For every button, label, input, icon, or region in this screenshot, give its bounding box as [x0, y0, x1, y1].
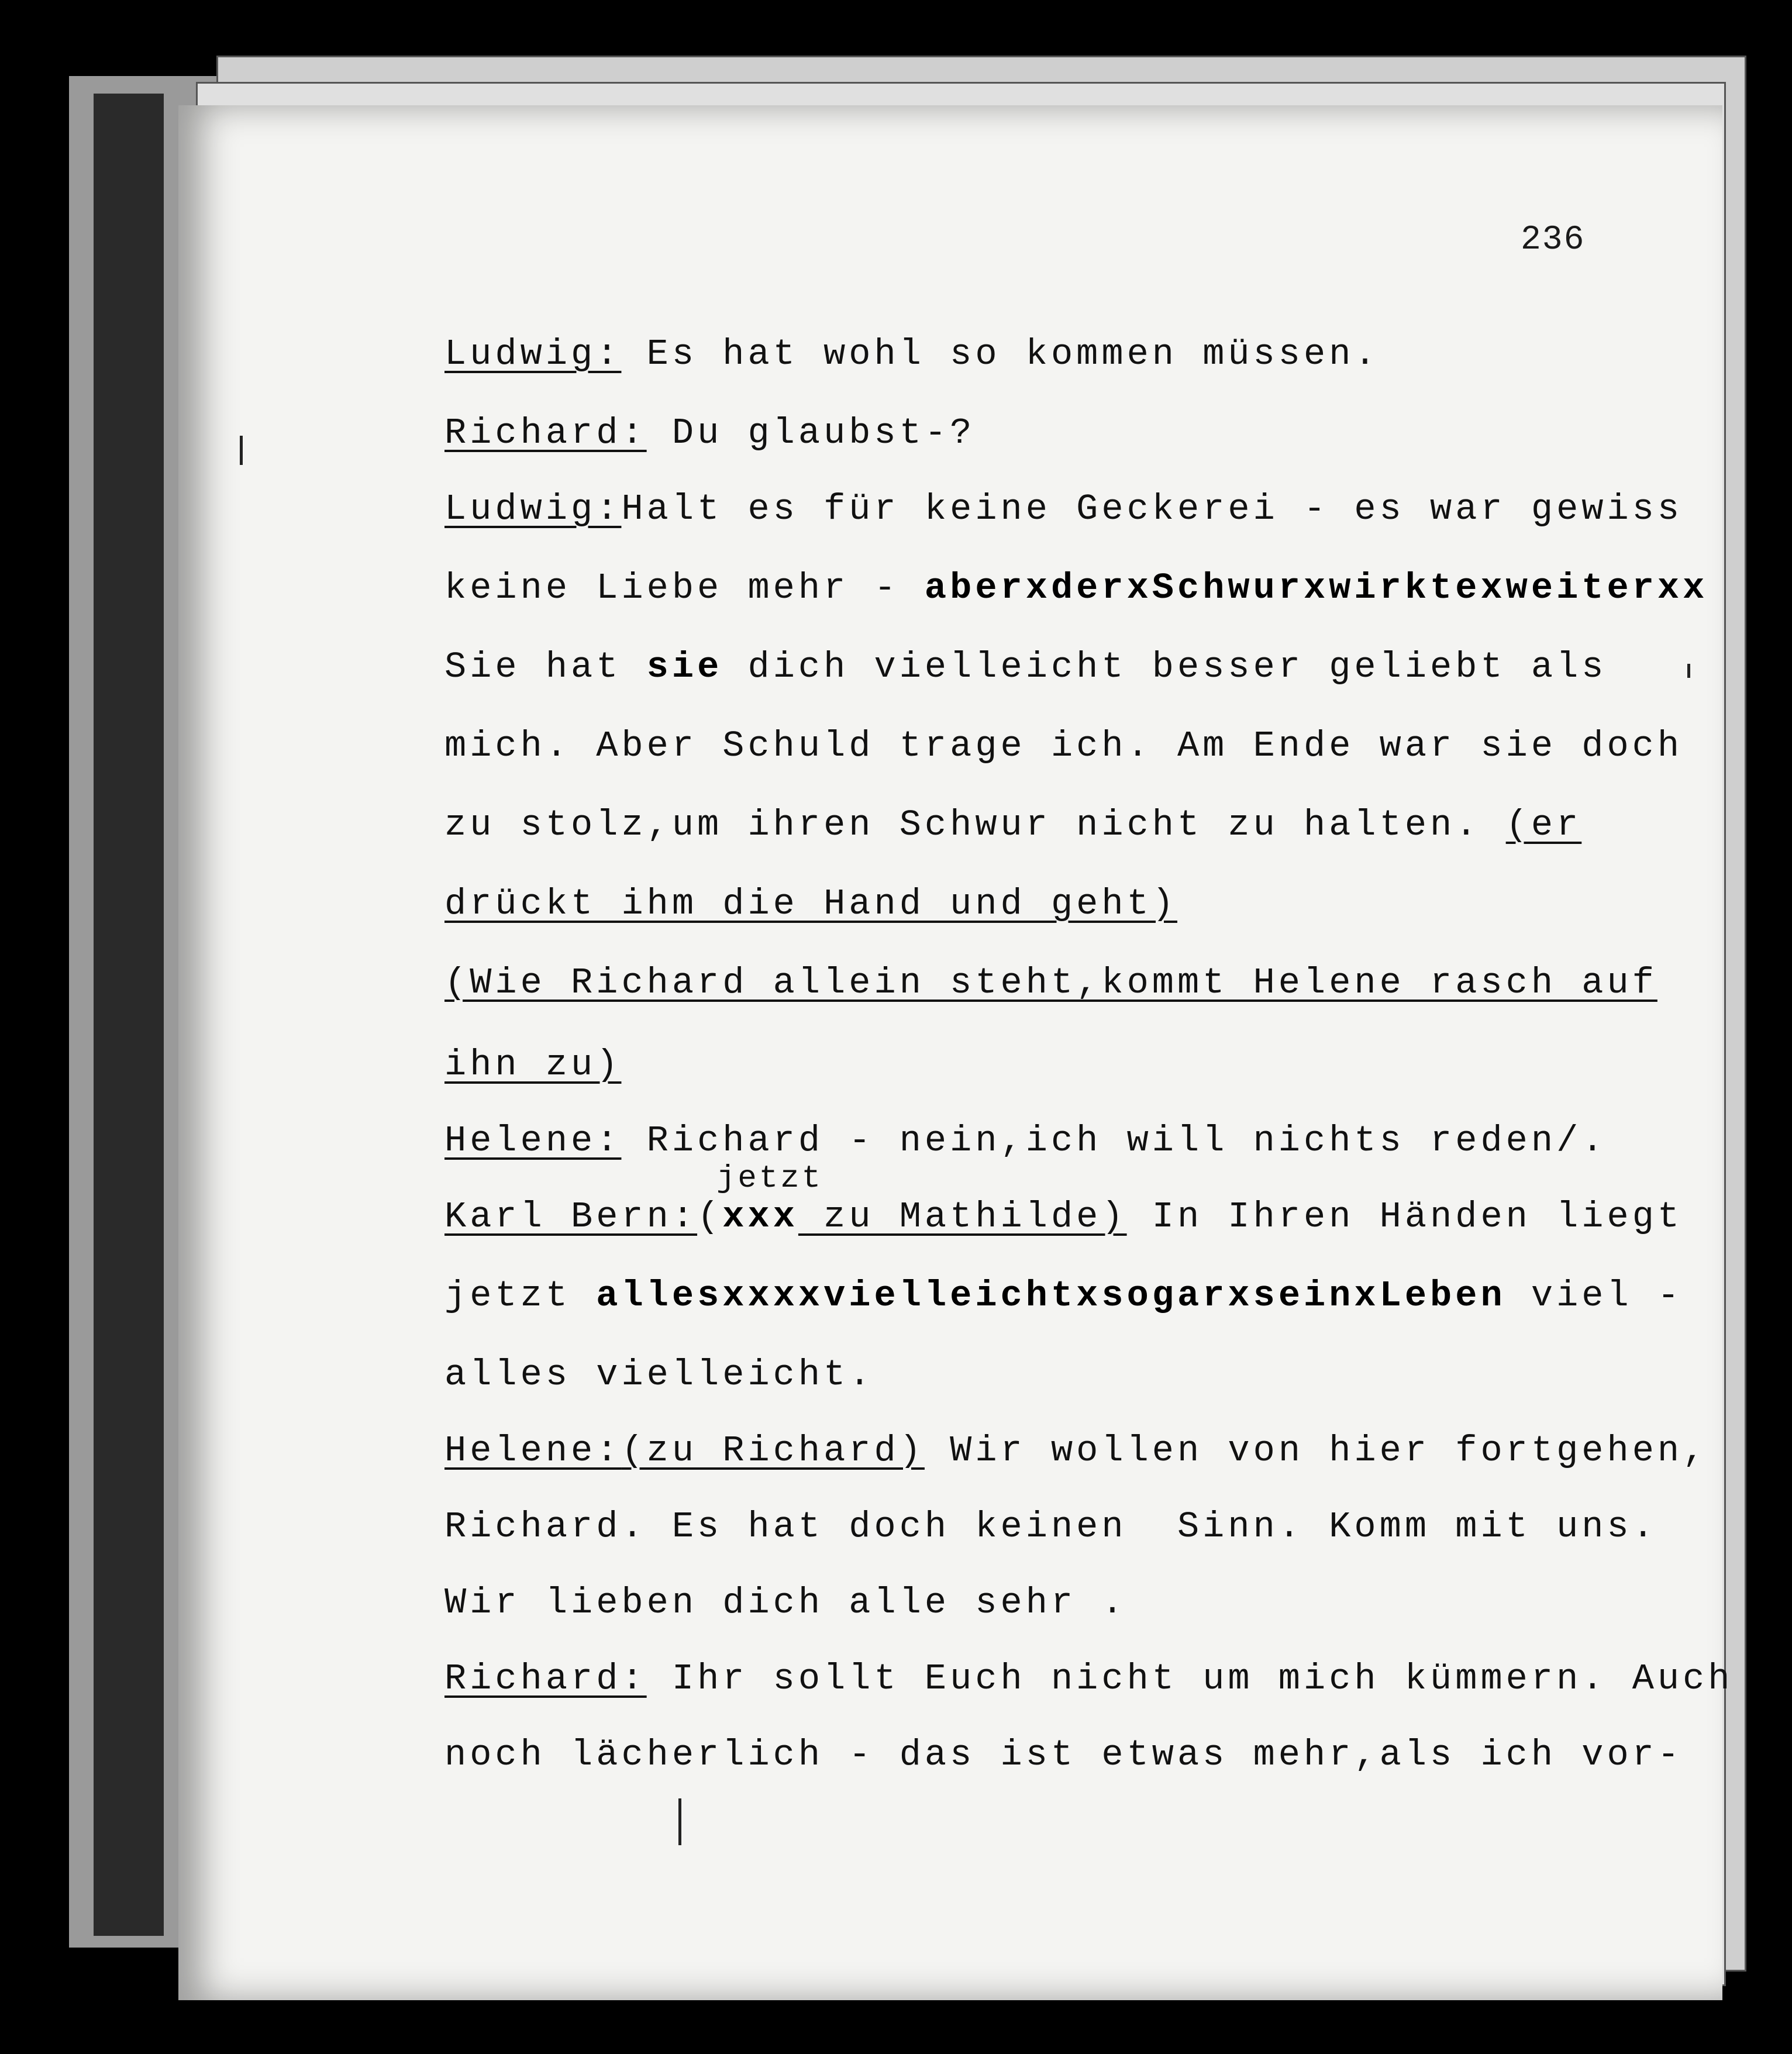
line-text: Wir lieben dich alle sehr .: [444, 1582, 1127, 1624]
line-text: Sie hat: [444, 646, 647, 688]
speaker-name: Richard:: [444, 1658, 647, 1700]
stage-direction: (er: [1505, 804, 1582, 846]
struck-out-text: sie: [646, 646, 723, 688]
speaker-name: Karl Bern:: [444, 1196, 698, 1238]
text-line: [444, 725, 1683, 767]
text-line: [444, 1734, 1683, 1776]
speaker-name: Ludwig:: [444, 333, 622, 375]
text-line: [444, 1430, 1708, 1471]
line-text: viel -: [1505, 1275, 1683, 1317]
margin-pen-mark: [678, 1798, 681, 1845]
line-text: noch lächerlich - das ist etwas mehr,als ich vor-: [444, 1734, 1683, 1776]
line-text: Halt es für keine Geckerei - es war gewiss: [621, 488, 1683, 530]
text-line: [444, 1658, 1734, 1700]
line-text: (: [697, 1196, 723, 1238]
line-text: keine Liebe mehr -: [444, 567, 925, 609]
text-line: [444, 1506, 1657, 1548]
page-binding-shadow: [94, 94, 164, 1936]
text-line: [444, 412, 976, 454]
text-line: [444, 962, 1657, 1004]
speaker-name: Helene:: [444, 1120, 622, 1162]
stage-direction: ihn zu): [444, 1044, 622, 1085]
text-line: [444, 883, 1177, 925]
typescript-page: [178, 105, 1722, 2000]
line-text: dich vielleicht besser geliebt als: [722, 646, 1607, 688]
speaker-name: Helene:: [444, 1430, 622, 1471]
text-line: [444, 567, 1708, 609]
text-line: [444, 1044, 622, 1085]
text-line: [444, 1582, 1127, 1624]
margin-pen-mark: [1687, 664, 1690, 678]
line-text: In Ihren Händen liegt: [1126, 1196, 1683, 1238]
stage-direction: zu Mathilde): [798, 1196, 1127, 1238]
text-line: [444, 488, 1683, 530]
stage-direction: (zu Richard): [621, 1430, 925, 1471]
line-text: alles vielleicht.: [444, 1354, 874, 1395]
text-line: [444, 646, 1607, 688]
text-line: [444, 1120, 1607, 1162]
stage-direction: (Wie Richard allein steht,kommt Helene rasch auf: [444, 962, 1657, 1004]
handwritten-insert: jetzt: [716, 1161, 823, 1197]
speaker-name: Richard:: [444, 412, 647, 454]
stage-direction: drückt ihm die Hand und geht): [444, 883, 1177, 925]
line-text: Wir wollen von hier fortgehen,: [924, 1430, 1708, 1471]
line-text: Du glaubst-?: [646, 412, 976, 454]
page-number: 236: [1521, 221, 1586, 259]
margin-pen-mark: [240, 436, 243, 465]
struck-out-text: allesxxxxvielleichtxsogarxseinxLeben: [596, 1275, 1506, 1317]
line-text: zu stolz,um ihren Schwur nicht zu halten.: [444, 804, 1506, 846]
text-line: [444, 333, 1380, 375]
line-text: Richard. Es hat doch keinen Sinn. Komm mit uns.: [444, 1506, 1657, 1548]
line-text: Ihr sollt Euch nicht um mich kümmern. Auch: [646, 1658, 1734, 1700]
line-text: jetzt: [444, 1275, 597, 1317]
struck-out-text: aberxderxSchwurxwirktexweiterxx: [924, 567, 1708, 609]
speaker-name: Ludwig:: [444, 488, 622, 530]
line-text: mich. Aber Schuld trage ich. Am Ende war sie doch: [444, 725, 1683, 767]
text-line: [444, 1275, 1683, 1317]
line-text: Es hat wohl so kommen müssen.: [621, 333, 1380, 375]
text-line: [444, 804, 1582, 846]
line-text: Richard - nein,ich will nichts reden/.: [621, 1120, 1607, 1162]
struck-out-text: xxx: [722, 1196, 798, 1238]
text-line: [444, 1354, 874, 1395]
text-line: [444, 1196, 1683, 1238]
